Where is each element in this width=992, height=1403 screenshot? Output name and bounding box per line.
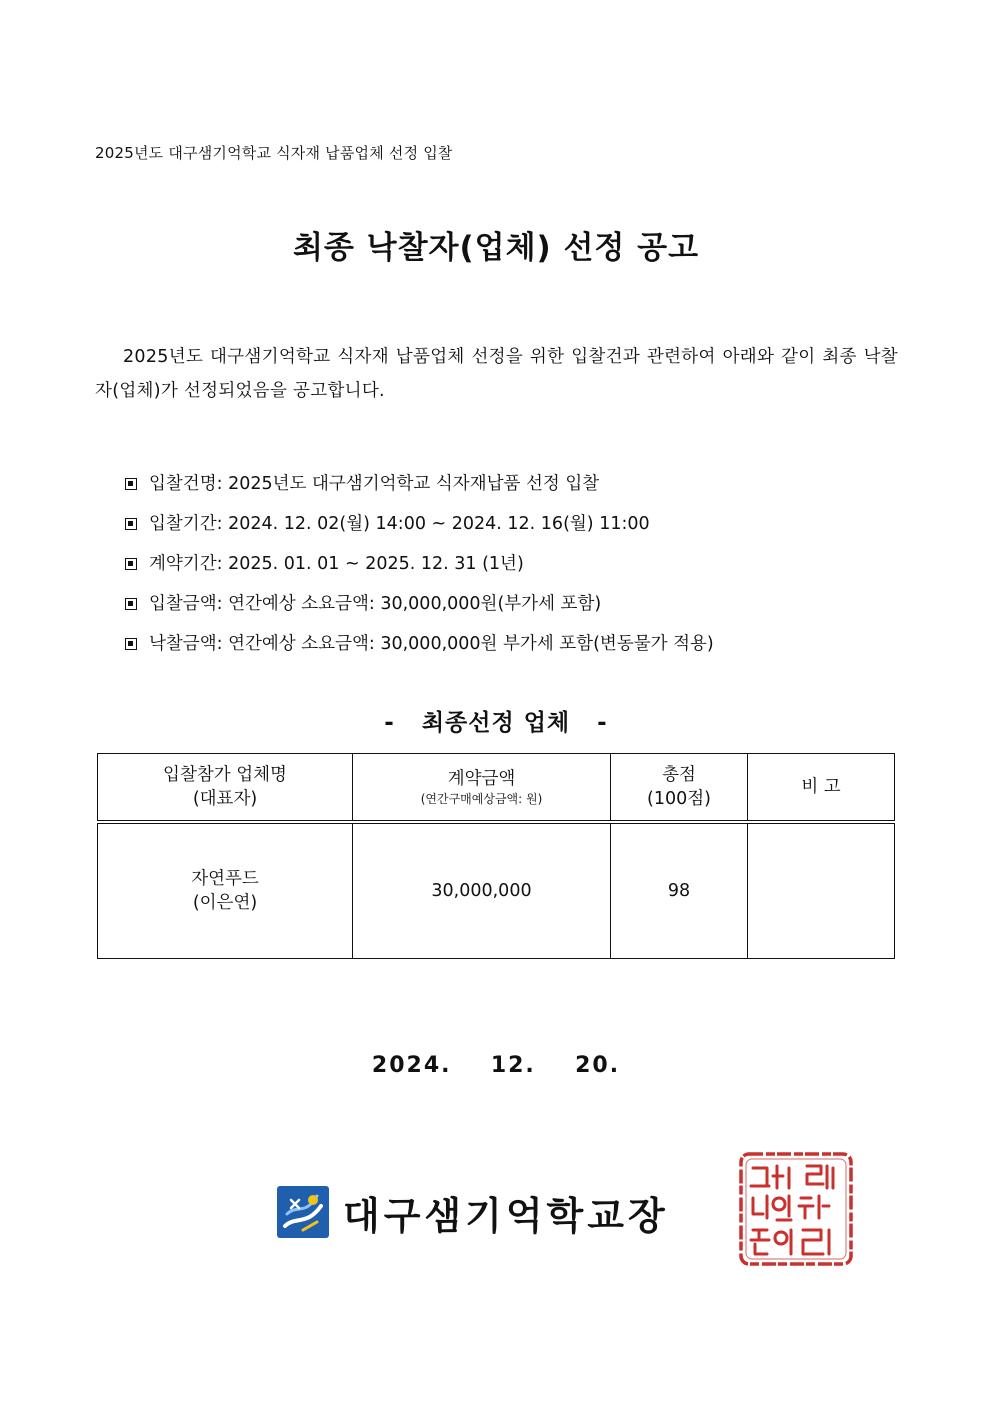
info-item-bid-amount <box>125 584 714 624</box>
info-text: 입찰건명: 2025년도 대구샘기억학교 식자재납품 선정 입찰 <box>149 474 600 494</box>
cell-company <box>98 822 353 959</box>
official-seal-icon <box>737 1150 855 1268</box>
square-bullet-icon <box>125 598 137 610</box>
square-bullet-icon <box>125 518 137 530</box>
header-company-sub: (대표자) <box>192 789 258 809</box>
school-logo-icon <box>277 1186 329 1238</box>
representative-name: (이은연) <box>192 893 258 913</box>
header-amount-label: 계약금액 <box>447 769 516 789</box>
cell-amount: 30,000,000 <box>353 822 611 959</box>
signature-block <box>277 1184 669 1240</box>
document-subtitle: 2025년도 대구샘기억학교 식자재 납품업체 선정 입찰 <box>95 144 453 162</box>
company-name: 자연푸드 <box>191 869 259 889</box>
table-row <box>98 822 895 959</box>
header-note-label: 비 고 <box>801 777 841 797</box>
info-text: 입찰금액: 연간예상 소요금액: 30,000,000원(부가세 포함) <box>149 594 602 614</box>
page-title: 최종 낙찰자(업체) 선정 공고 <box>292 230 700 266</box>
header-company-label: 입찰참가 업체명 <box>163 765 287 785</box>
cell-note <box>748 822 895 959</box>
header-amount-sub: (연간구매예상금액: 원) <box>420 792 543 806</box>
info-list <box>125 464 714 664</box>
intro-paragraph: 2025년도 대구샘기억학교 식자재 납품업체 선정을 위한 입찰건과 관련하여 아래와 같이 최종 낙찰자(업체)가 선정되었음을 공고합니다. <box>95 347 898 401</box>
square-bullet-icon <box>125 558 137 570</box>
info-text: 입찰기간: 2024. 12. 02(월) 14:00 ~ 2024. 12. 16(월) 11:00 <box>149 514 650 534</box>
header-company <box>98 754 353 823</box>
header-note <box>748 754 895 823</box>
info-item-contract-period <box>125 544 714 584</box>
header-score <box>611 754 748 823</box>
result-table <box>97 753 895 959</box>
info-text: 낙찰금액: 연간예상 소요금액: 30,000,000원 부가세 포함(변동물가 적용) <box>149 634 714 654</box>
info-item-award-amount <box>125 624 714 664</box>
square-bullet-icon <box>125 638 137 650</box>
announcement-date: 2024. 12. 20. <box>371 1053 621 1078</box>
table-header-row <box>98 754 895 823</box>
info-item-bid-name <box>125 464 714 504</box>
header-score-sub: (100점) <box>647 789 711 809</box>
header-score-label: 총점 <box>662 765 696 785</box>
info-item-bid-period <box>125 504 714 544</box>
section-title: - 최종선정 업체 - <box>384 710 608 736</box>
info-text: 계약기간: 2025. 01. 01 ~ 2025. 12. 31 (1년) <box>149 554 524 574</box>
square-bullet-icon <box>125 478 137 490</box>
cell-score: 98 <box>611 822 748 959</box>
principal-title: 대구샘기억학교장 <box>343 1195 669 1238</box>
header-amount <box>353 754 611 823</box>
